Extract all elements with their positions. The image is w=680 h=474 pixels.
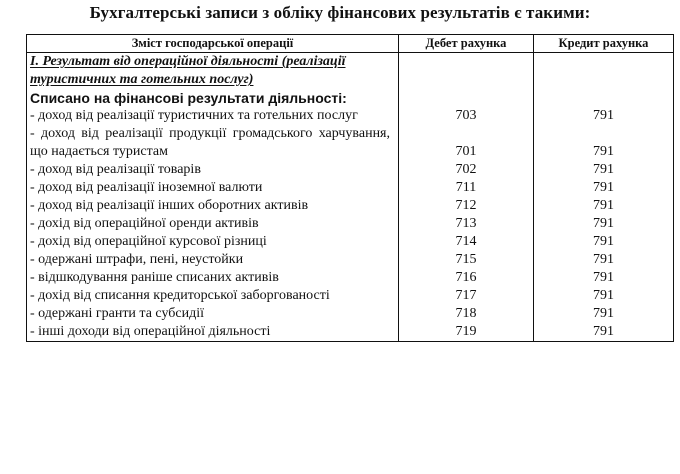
- credit-value: 791: [534, 287, 674, 305]
- debit-value: 711: [399, 179, 534, 197]
- header-credit-account: Кредит рахунка: [534, 35, 674, 53]
- credit-value: 791: [534, 323, 674, 342]
- subheading: Списано на фінансові результати діяльності:: [27, 89, 399, 107]
- operation-text: - дохід від операційної курсової різниці: [27, 233, 399, 251]
- debit-value: 703: [399, 107, 534, 125]
- header-operation-content: Зміст господарської операції: [27, 35, 399, 53]
- operation-text: - одержані штрафи, пені, неустойки: [27, 251, 399, 269]
- debit-value: 717: [399, 287, 534, 305]
- table-row: [27, 179, 674, 197]
- section-title: І. Результат від операційної діяльності (реалізації туристичних та готельних послуг): [30, 54, 346, 87]
- credit-value: 791: [534, 197, 674, 215]
- operation-text: - одержані гранти та субсидії: [27, 305, 399, 323]
- debit-value: 701: [399, 125, 534, 161]
- table-row: [27, 107, 674, 125]
- debit-value: 702: [399, 161, 534, 179]
- credit-value: 791: [534, 161, 674, 179]
- credit-value: 791: [534, 233, 674, 251]
- table-row: [27, 305, 674, 323]
- table-row: [27, 323, 674, 342]
- subheading-row: [27, 89, 674, 107]
- table-row: [27, 215, 674, 233]
- operation-text: - доход від реалізації інших оборотних активів: [27, 197, 399, 215]
- table-row: [27, 197, 674, 215]
- operation-text: - доход від реалізації іноземної валюти: [27, 179, 399, 197]
- table-row: [27, 161, 674, 179]
- debit-value: 715: [399, 251, 534, 269]
- table-row: [27, 269, 674, 287]
- table-row: [27, 251, 674, 269]
- operation-text: - доход від реалізації продукції громадського харчування, що надається туристам: [27, 125, 399, 161]
- operation-text: - дохід від списання кредиторської заборгованості: [27, 287, 399, 305]
- table-row: [27, 125, 674, 161]
- credit-value: 791: [534, 215, 674, 233]
- credit-value: 791: [534, 251, 674, 269]
- credit-value: 791: [534, 269, 674, 287]
- debit-value: 714: [399, 233, 534, 251]
- debit-value: 719: [399, 323, 534, 342]
- page-title: Бухгалтерські записи з обліку фінансових результатів є такими:: [89, 3, 591, 22]
- table-header-row: [27, 35, 674, 53]
- credit-value: 791: [534, 305, 674, 323]
- operation-text: - доход від реалізації товарів: [27, 161, 399, 179]
- header-debit-account: Дебет рахунка: [399, 35, 534, 53]
- credit-value: 791: [534, 179, 674, 197]
- operation-text: - інші доходи від операційної діяльності: [27, 323, 399, 342]
- credit-value: 791: [534, 125, 674, 161]
- operation-text: - доход від реалізації туристичних та готельних послуг: [27, 107, 399, 125]
- table-row: [27, 287, 674, 305]
- section-row: [27, 53, 674, 90]
- debit-value: 713: [399, 215, 534, 233]
- credit-value: 791: [534, 107, 674, 125]
- debit-value: 712: [399, 197, 534, 215]
- table-row: [27, 233, 674, 251]
- operation-text: - дохід від операційної оренди активів: [27, 215, 399, 233]
- debit-value: 716: [399, 269, 534, 287]
- operation-text: - відшкодування раніше списаних активів: [27, 269, 399, 287]
- accounting-entries-table: [26, 34, 674, 342]
- debit-value: 718: [399, 305, 534, 323]
